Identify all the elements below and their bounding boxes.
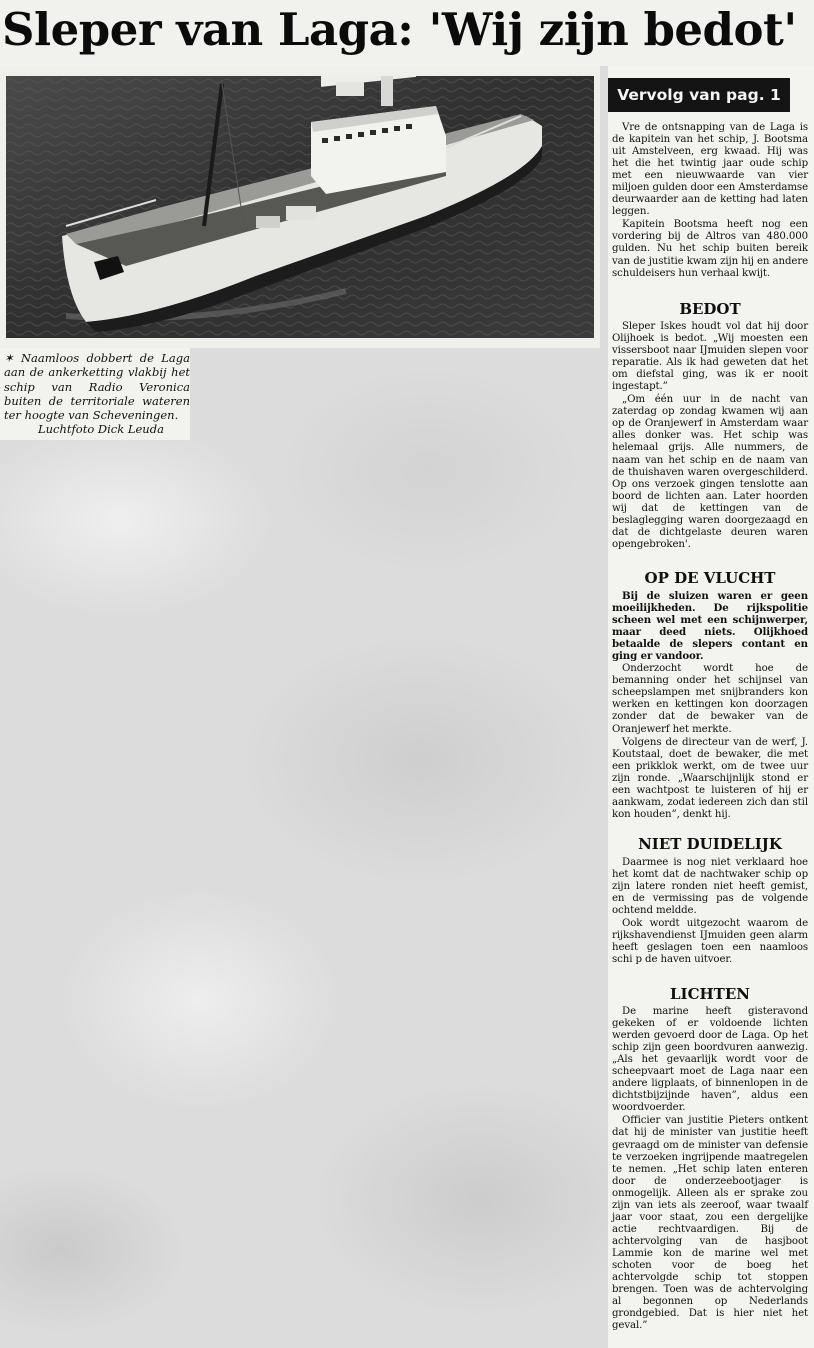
subheading-bedot: BEDOT bbox=[679, 300, 741, 318]
lichten-paragraph: Officier van justitie Pieters ontkent dat hij de minister van justitie heeft gevraagd om de minister van defensie te verzoeken ingrijpende maatregelen te nemen. „Het schip laten enteren door de onderzeebootjager is onmogelijk. Alleen als er sprake zou zijn van iets als zeeroof, waar twaalf jaar voor staat, zou een dergelijke actie rechtvaardigen. Bij de achtervolging van de hasjboot Lammie kon de marine wel met schoten voor de boeg het achtervolgde schip tot stoppen brengen. Toen was de achtervolging al begonnen op Nederlands grondgebied. Dat is hier niet het geval.” bbox=[612, 1115, 808, 1332]
niet-duidelijk-paragraph: Ook wordt uitgezocht waarom de rijkshavendienst IJmuiden geen alarm heeft geslagen toen een naamloos schi p de haven uitvoer. bbox=[612, 918, 808, 966]
headline-strip bbox=[0, 0, 814, 66]
vlucht-paragraph: Volgens de directeur van de werf, J. Koutstaal, doet de bewaker, die met een prikklok werkt, om de twee uur zijn ronde. „Waarschijnlijk stond er een wachtpost te luisteren of hij er aankwam, zodat iedereen zich dan stil kon houden”, denkt hij. bbox=[612, 736, 808, 820]
photo-frame bbox=[0, 66, 600, 348]
vlucht-text bbox=[612, 590, 808, 822]
intro-text bbox=[612, 122, 808, 281]
lichten-paragraph: De marine heeft gisteravond gekeken of er voldoende lichten werden gevoerd door de Laga. Op het schip zijn geen boordvuren aanwezig. „Als het gevaarlijk wordt voor de scheepvaart moet de Laga naar een andere ligplaats, of binnenlopen in de dichtstbijzijnde haven”, aldus een woordvoerder. bbox=[612, 1006, 808, 1114]
bedot-text bbox=[612, 321, 808, 552]
subheading-niet-duidelijk: NIET DUIDELIJK bbox=[638, 835, 782, 853]
lichten-text bbox=[612, 1006, 808, 1333]
intro-paragraph: Vre de ontsnapping van de Laga is de kapitein van het schip, J. Bootsma uit Amstelveen, erg kwaad. Hij was het die het twintig jaar oude schip met een nieuwwaarde van vier miljoen gulden door een Amsterdamse deurwaarder aan de ketting had laten leggen. bbox=[612, 122, 808, 218]
caption-text: ✶ Naamloos dobbert de Laga aan de ankerketting vlakbij het schip van Radio Veronica buiten de territoriale wateren ter hoogte van Scheveningen. bbox=[4, 351, 190, 423]
vlucht-bold-paragraph: Bij de sluizen waren er geen moeilijkheden. De rijkspolitie scheen wel met een schijnwerper, maar deed niets. Olijkhoed betaalde de slepers contant en ging er vandoor. bbox=[612, 590, 808, 663]
photo-credit: Luchtfoto Dick Leuda bbox=[38, 422, 164, 437]
continued-from-page-label: Vervolg van pag. 1 bbox=[608, 78, 790, 112]
headline: Sleper van Laga: 'Wij zijn bedot' bbox=[2, 3, 797, 56]
subheading-lichten: LICHTEN bbox=[670, 985, 750, 1003]
ship-photo bbox=[6, 76, 594, 338]
bedot-paragraph: „Om één uur in de nacht van zaterdag op zondag kwamen wij aan op de Oranjewerf in Amsterdam waar alles donker was. Het schip was helemaal grijs. Alle nummers, de naam van het schip en de naam van de thuishaven waren overgeschilderd. Op ons verzoek gingen tenslotte aan boord de lichten aan. Later hoorden wij dat de kettingen van de beslaglegging waren doorgezaagd en dat de dichtgelaste deuren waren opengebroken'. bbox=[612, 394, 808, 550]
ship-photo-image bbox=[6, 76, 594, 338]
bedot-paragraph: Sleper Iskes houdt vol dat hij door Olijhoek is bedot. „Wij moesten een vissersboot naar IJmuiden slepen voor reparatie. Als ik had geweten dat het om diefstal ging, was ik er nooit ingestapt.” bbox=[612, 321, 808, 393]
vlucht-paragraph: Onderzocht wordt hoe de bemanning onder het schijnsel van scheepslampen met snijbranders kon werken en kettingen kon doorzagen zonder dat de bewaker van de Oranjewerf het merkte. bbox=[612, 663, 808, 735]
intro-paragraph: Kapitein Bootsma heeft nog een vordering bij de Altros van 480.000 gulden. Nu het schip buiten bereik van de justitie kwam zijn hij en andere schuldeisers hun verhaal kwijt. bbox=[612, 219, 809, 279]
niet-duidelijk-paragraph: Daarmee is nog niet verklaard hoe het komt dat de nachtwaker schip op zijn latere ronden niet heeft gemist, en de vermissing pas de volgende ochtend meldde. bbox=[612, 857, 808, 917]
subheading-op-de-vlucht: OP DE VLUCHT bbox=[644, 569, 776, 587]
photo-caption bbox=[0, 348, 190, 440]
niet-duidelijk-text bbox=[612, 857, 808, 967]
